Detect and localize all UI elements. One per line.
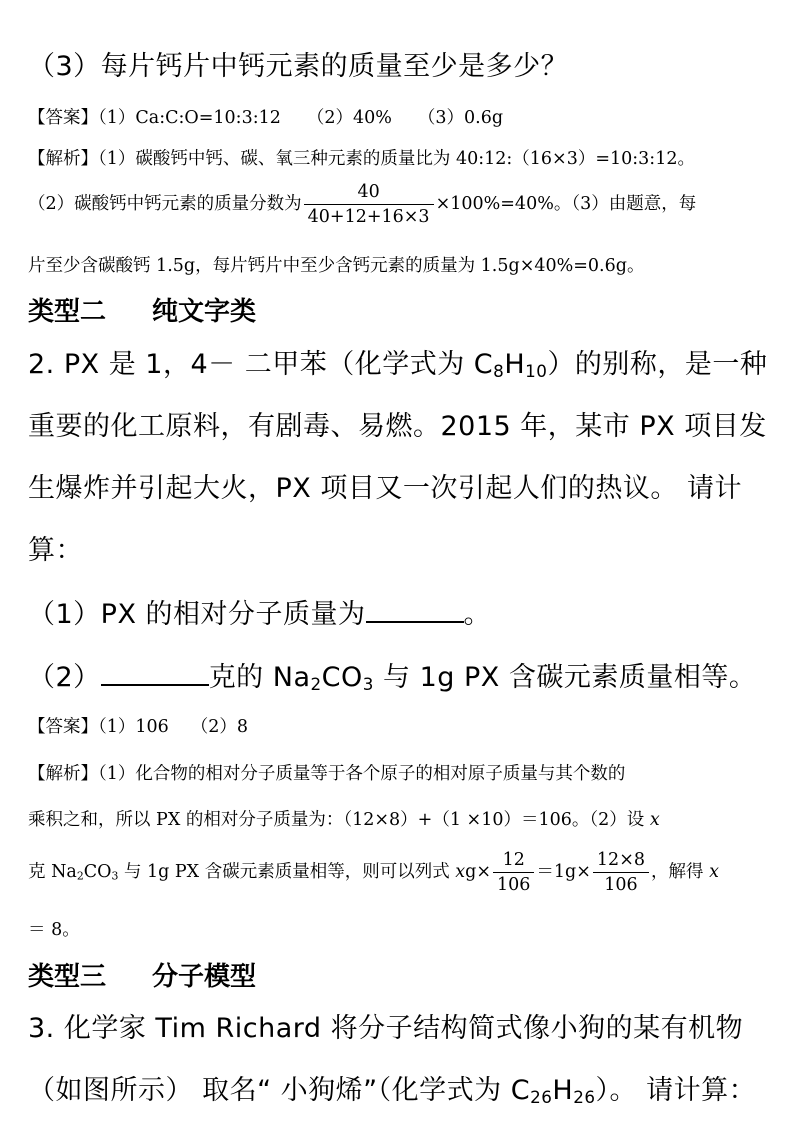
question-text: 与 1g PX 含碳元素质量相等。 [373, 662, 757, 693]
question-2-part-2 [28, 655, 756, 694]
question-2-line-4: 算： [28, 535, 83, 566]
question-2-line-3: 生爆炸并引起大火，PX 项目又一次引起人们的热议。 请计 [28, 473, 742, 504]
question-2-line-1 [28, 342, 767, 381]
question-text: ）的别称，是一种 [547, 349, 768, 380]
subscript: 3 [111, 869, 119, 883]
answer-part-1: （1）106 [98, 717, 169, 737]
analysis-text: （1）碳酸钙中钙、碳、氧三种元素的质量比为 40:12:（16×3）=10:3:12。 [98, 149, 695, 169]
q2-analysis-line-4: ＝ 8。 [28, 920, 80, 940]
subscript: 2 [310, 674, 322, 695]
question-3-line-2 [28, 1068, 756, 1107]
subscript: 10 [525, 361, 548, 382]
answer-blank [366, 597, 464, 623]
subscript: 26 [573, 1087, 596, 1108]
question-3-line-1: 3. 化学家 Tim Richard 将分子结构简式像小狗的某有机物 [28, 1013, 744, 1044]
section-name: 分子模型 [152, 962, 257, 992]
fraction-denominator: 106 [604, 875, 638, 895]
answer-tag: 【答案】 [28, 717, 98, 737]
section-label: 类型二 [28, 297, 107, 327]
analysis-tag: 【解析】 [28, 149, 98, 169]
section-label: 类型三 [28, 962, 107, 992]
answer-blank [101, 660, 209, 686]
fraction [493, 848, 534, 897]
answer-part-1: （1）Ca:C:O=10:3:12 [98, 108, 281, 128]
answer-part-2: （2）8 [190, 717, 249, 737]
fraction-numerator: 12×8 [593, 848, 649, 873]
section-heading-type-3 [28, 956, 256, 993]
question-text: CO [321, 662, 363, 693]
variable: x [649, 810, 660, 830]
analysis-tag: 【解析】 [28, 764, 98, 784]
fraction-denominator: 106 [497, 875, 531, 895]
fraction [304, 180, 434, 229]
fraction-numerator: 12 [493, 848, 534, 873]
analysis-text: ＝1g× [536, 862, 591, 882]
question-1-part-3: （3）每片钙片中钙元素的质量至少是多少？ [28, 51, 569, 82]
subscript: 8 [493, 361, 505, 382]
q2-analysis-line-1 [28, 760, 625, 785]
variable: x [455, 862, 466, 882]
question-text: （如图所示） 取名“ 小狗烯”（化学式为 C [28, 1075, 531, 1106]
q1-analysis-line-2 [28, 180, 696, 229]
answer-tag: 【答案】 [28, 108, 98, 128]
question-text: H [552, 1075, 574, 1106]
analysis-text: ，解得 [651, 862, 710, 882]
q2-answer [28, 713, 248, 738]
analysis-text: 克 Na [28, 862, 77, 882]
q2-analysis-line-3 [28, 848, 719, 897]
question-2-line-2: 重要的化工原料，有剧毒、易燃。2015 年，某市 PX 项目发 [28, 411, 767, 442]
question-text: （1）PX 的相对分子质量为 [28, 599, 366, 630]
subscript: 2 [76, 869, 84, 883]
analysis-text: （1）化合物的相对分子质量等于各个原子的相对原子质量与其个数的 [98, 764, 626, 784]
q1-answer [28, 104, 503, 129]
analysis-text: CO [83, 862, 112, 882]
variable: x [709, 862, 719, 882]
analysis-text: 乘积之和，所以 PX 的相对分子质量为：（12×8）+（1 ×10）＝106。（2）设 [28, 810, 650, 830]
question-text: H [504, 349, 526, 380]
section-name: 纯文字类 [152, 297, 257, 327]
question-text: （2） [28, 662, 101, 693]
q1-analysis-line-1 [28, 145, 695, 170]
answer-part-2: （2）40% [306, 108, 392, 128]
q2-analysis-line-2 [28, 806, 660, 831]
analysis-text: （2）碳酸钙中钙元素的质量分数为 [28, 194, 302, 214]
question-text: 。 [463, 599, 492, 630]
fraction-numerator: 40 [304, 180, 434, 205]
analysis-text: g× [465, 862, 492, 882]
fraction [593, 848, 649, 897]
question-text: 克的 Na [208, 662, 311, 693]
section-heading-type-2 [28, 291, 256, 328]
question-2-part-1 [28, 592, 491, 631]
analysis-text: 与 1g PX 含碳元素质量相等，则可以列式 [118, 862, 456, 882]
answer-part-3: （3）0.6g [417, 108, 504, 128]
subscript: 26 [530, 1087, 553, 1108]
analysis-text: ×100%=40%。（3）由题意，每 [435, 194, 697, 214]
fraction-denominator: 40+12+16×3 [307, 207, 430, 227]
q1-analysis-line-3: 片至少含碳酸钙 1.5g，每片钙片中至少含钙元素的质量为 1.5g×40%=0.6g。 [28, 256, 645, 276]
question-text: ）。 请计算： [595, 1075, 757, 1106]
subscript: 3 [362, 674, 374, 695]
question-text: 2. PX 是 1，4－ 二甲苯（化学式为 C [28, 349, 494, 380]
